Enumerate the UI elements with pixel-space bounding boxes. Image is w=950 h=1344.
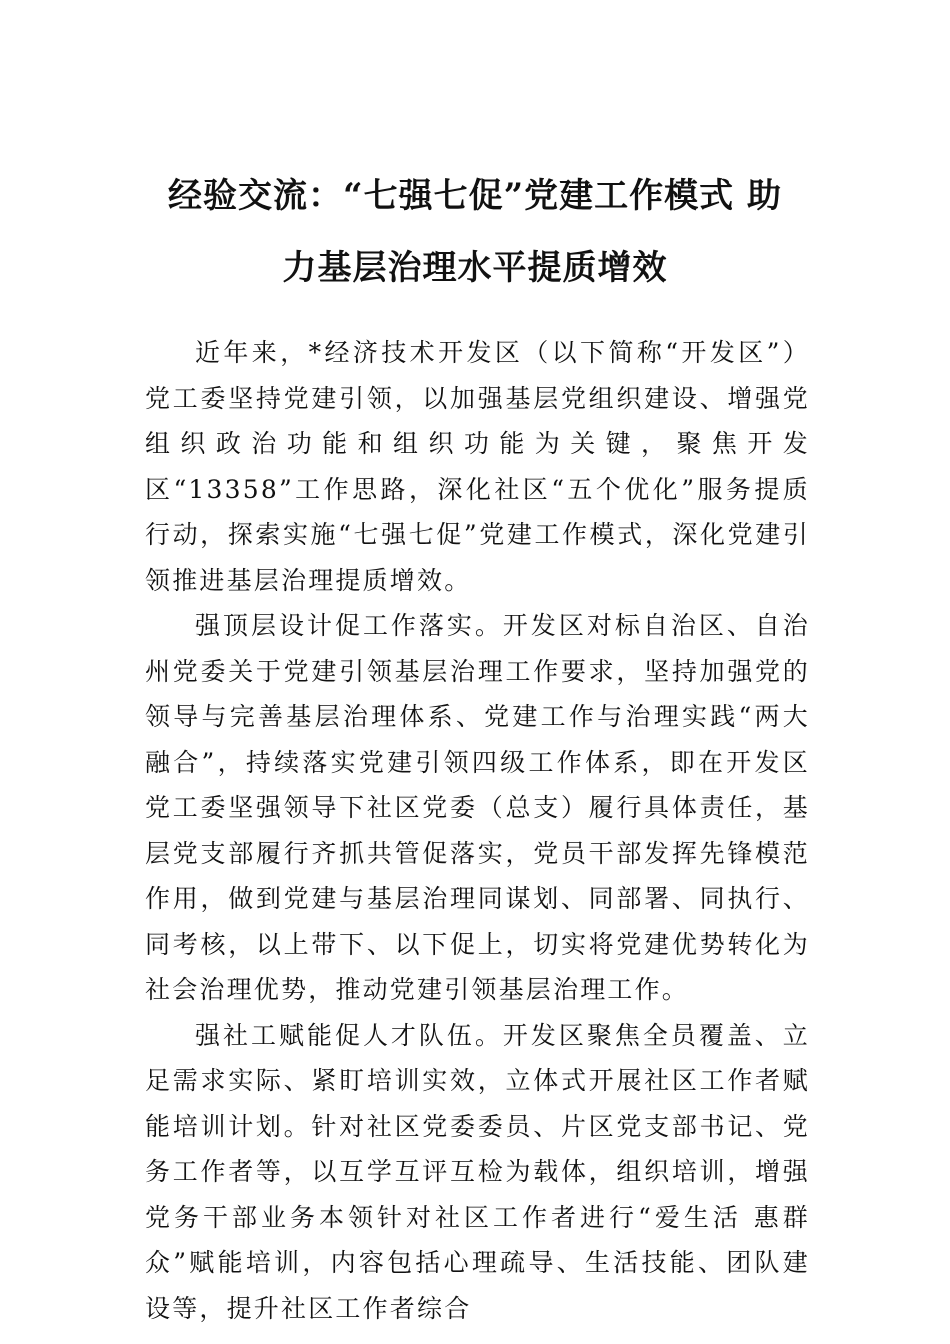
title-line-2: 力基层治理水平提质增效 <box>282 248 668 288</box>
paragraph-top-level-design: 强顶层设计促工作落实。开发区对标自治区、自治州党委关于党建引领基层治理工作要求，坚持加强党的领导与完善基层治理体系、党建工作与治理实践“两大融合”，持续落实党建引领四级工作体系，即在开发区党工委坚强领导下社区党委（总支）履行具体责任，基层党支部履行齐抓共管促落实，党员干部发挥先锋模范作用，做到党建与基层治理同谋划、同部署、同执行、同考核，以上带下、以下促上，切实将党建优势转化为社会治理优势，推动党建引领基层治理工作。 <box>145 611 810 1004</box>
paragraph-social-work-empowerment: 强社工赋能促人才队伍。开发区聚焦全员覆盖、立足需求实际、紧盯培训实效，立体式开展社区工作者赋能培训计划。针对社区党委委员、片区党支部书记、党务工作者等，以互学互评互检为载体，组织培训，增强党务干部业务本领针对社区工作者进行“爱生活 惠群众”赋能培训，内容包括心理疏导、生活技能、团队建设等，提升社区工作者综合 <box>145 1020 810 1323</box>
title-line-1: 经验交流：“七强七促”党建工作模式 助 <box>168 176 782 216</box>
document-title <box>140 160 810 304</box>
document-body <box>145 330 810 1331</box>
paragraph-intro: 近年来，*经济技术开发区（以下简称“开发区”）党工委坚持党建引领，以加强基层党组织建设、增强党组织政治功能和组织功能为关键，聚焦开发区“13358”工作思路，深化社区“五个优化”服务提质行动，探索实施“七强七促”党建工作模式，深化党建引领推进基层治理提质增效。 <box>145 338 810 595</box>
